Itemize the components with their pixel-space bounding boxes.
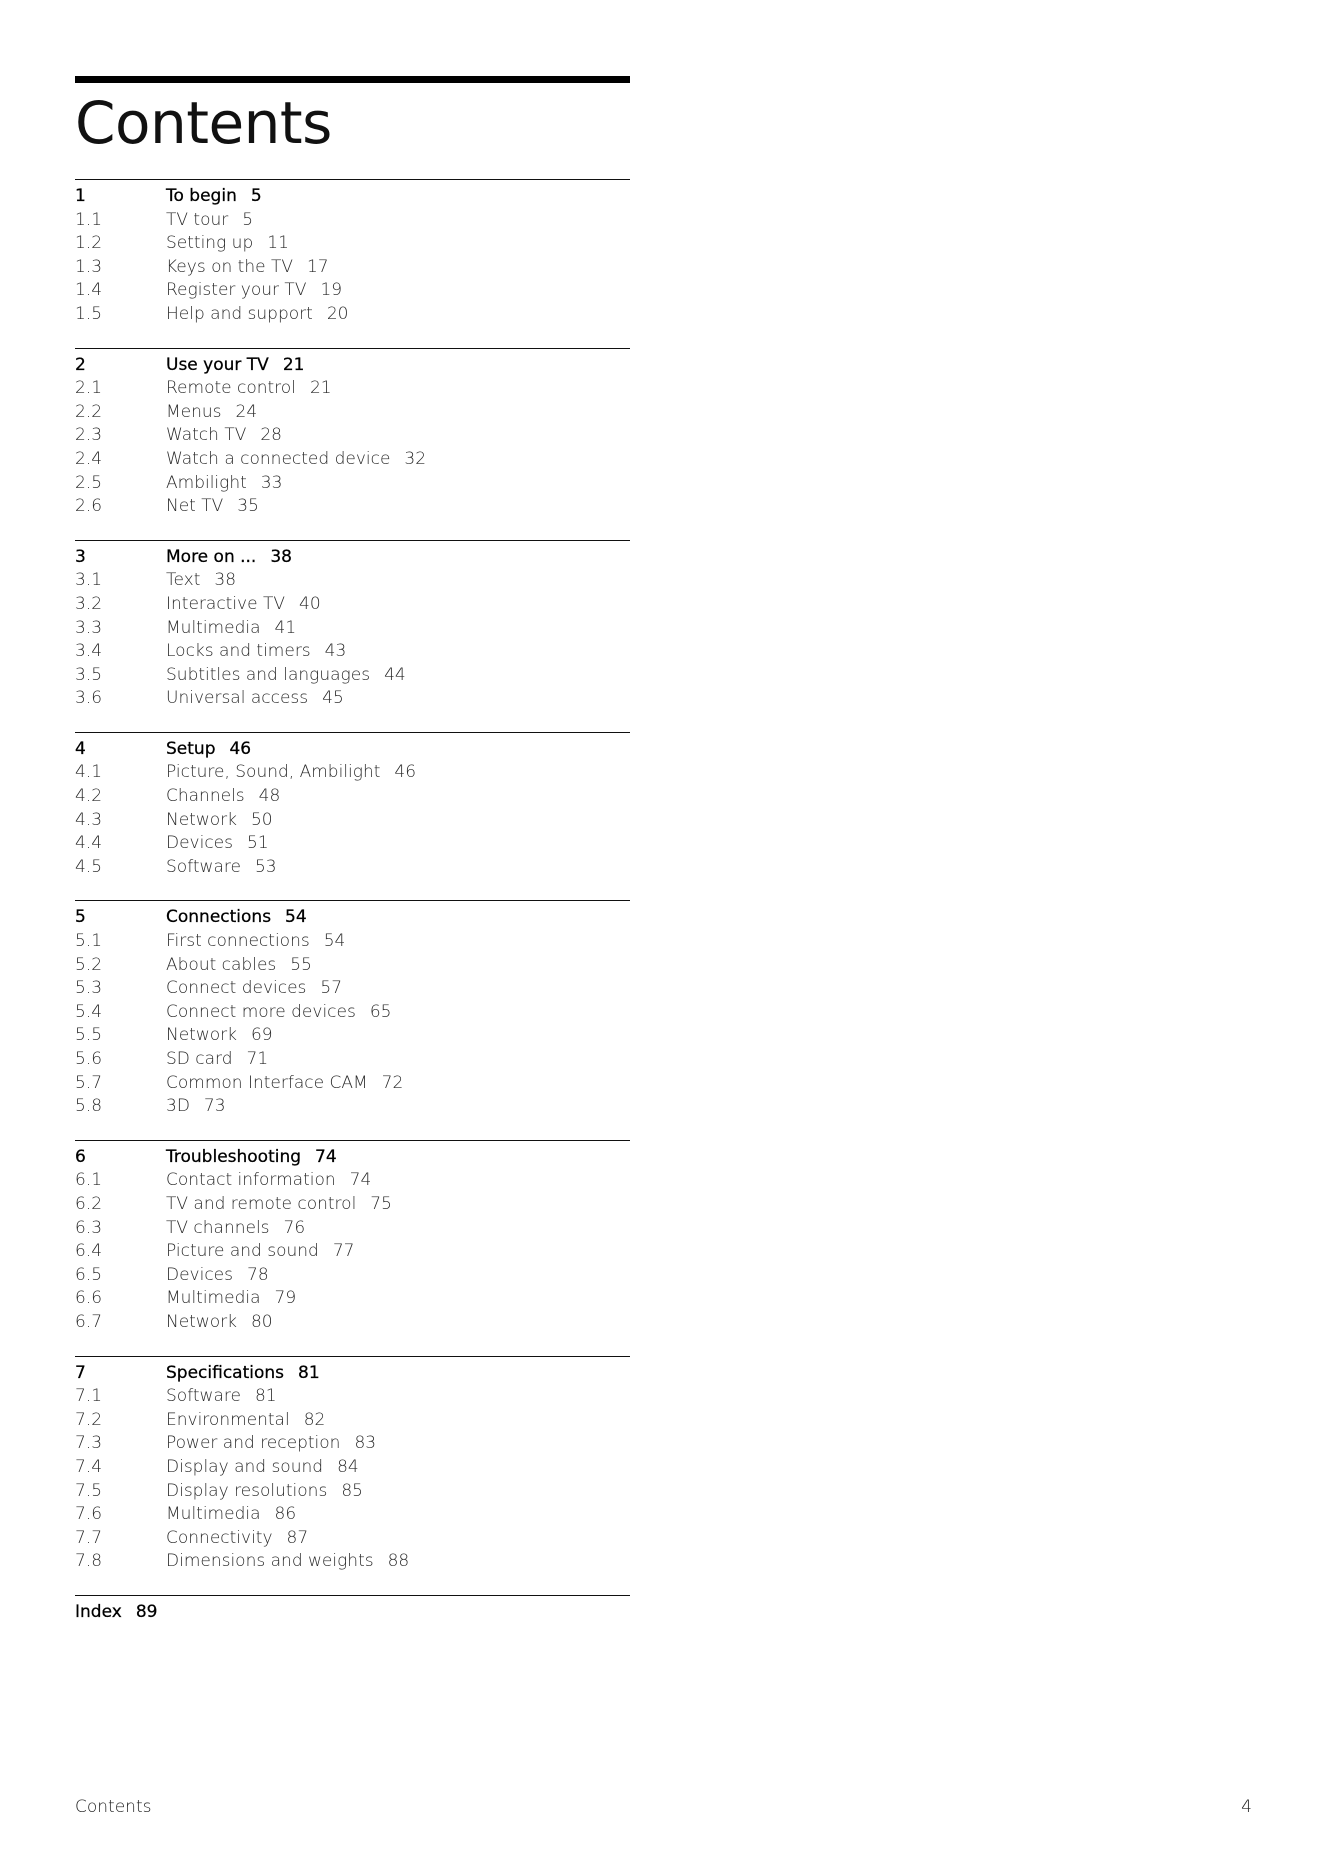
toc-subsection-title: First connections xyxy=(166,931,310,952)
toc-subsection-entry[interactable] xyxy=(75,1024,630,1048)
toc-subsection-page: 41 xyxy=(274,617,297,638)
toc-section xyxy=(75,1356,630,1574)
toc-index-page: 89 xyxy=(135,1601,158,1622)
toc-subsection-number: 6.1 xyxy=(75,1170,103,1191)
toc-subsection-number: 5.4 xyxy=(75,1001,103,1022)
toc-chapter-page: 46 xyxy=(229,738,252,759)
toc-subsection-entry[interactable] xyxy=(75,232,630,256)
toc-subsection-page: 21 xyxy=(309,378,332,399)
toc-subsection-entry[interactable] xyxy=(75,1409,630,1433)
toc-chapter-title: Setup xyxy=(166,738,216,759)
toc-subsection-number: 6.4 xyxy=(75,1241,103,1262)
toc-subsection-entry[interactable] xyxy=(75,593,630,617)
toc-subsection-entry[interactable] xyxy=(75,1264,630,1288)
toc-subsection-entry[interactable] xyxy=(75,495,630,519)
toc-subsection-number: 4.3 xyxy=(75,809,103,830)
toc-subsection-page: 32 xyxy=(404,448,427,469)
toc-subsection-entry[interactable] xyxy=(75,856,630,880)
toc-chapter-page: 5 xyxy=(250,186,262,206)
toc-subsection-entry[interactable] xyxy=(75,1456,630,1480)
toc-subsection-page: 76 xyxy=(283,1217,306,1238)
toc-chapter-number: 2 xyxy=(75,354,86,375)
toc-subsection-page: 69 xyxy=(250,1025,273,1046)
toc-subsection-page: 72 xyxy=(381,1072,404,1093)
toc-subsection-page: 38 xyxy=(214,570,237,591)
toc-subsection-entry[interactable] xyxy=(75,809,630,833)
toc-section xyxy=(75,732,630,880)
toc-subsection-entry[interactable] xyxy=(75,377,630,401)
toc-subsection-number: 4.2 xyxy=(75,786,103,807)
toc-index-section xyxy=(75,1595,630,1625)
toc-subsection-title: Common Interface CAM xyxy=(166,1072,368,1093)
toc-subsection-page: 28 xyxy=(260,425,282,446)
toc-subsection-number: 3.2 xyxy=(75,593,103,614)
toc-subsection-title: Multimedia xyxy=(166,1288,261,1309)
toc-chapter-page: 74 xyxy=(315,1146,337,1167)
toc-subsection-title: Multimedia xyxy=(166,1504,261,1525)
toc-subsection-entry[interactable] xyxy=(75,569,630,593)
toc-subsection-number: 6.6 xyxy=(75,1288,103,1309)
toc-subsection-number: 3.1 xyxy=(75,570,103,591)
toc-subsection-number: 5.7 xyxy=(75,1072,103,1093)
toc-subsection-number: 7.8 xyxy=(75,1551,103,1572)
toc-subsection-number: 3.3 xyxy=(75,617,103,638)
toc-subsection-page: 20 xyxy=(326,303,349,324)
toc-subsection-page: 88 xyxy=(387,1551,410,1572)
toc-subsection-title: Picture and sound xyxy=(166,1241,319,1262)
toc-subsection-title: Interactive TV xyxy=(166,593,285,614)
toc-subsection-page: 77 xyxy=(332,1241,355,1262)
toc-chapter-number: 4 xyxy=(75,738,86,759)
toc-subsection-entry[interactable] xyxy=(75,1001,630,1025)
toc-subsection-number: 7.4 xyxy=(75,1456,103,1477)
toc-subsection-number: 5.2 xyxy=(75,954,103,975)
toc-subsection-title: Universal access xyxy=(166,688,309,709)
toc-subsection-number: 1.4 xyxy=(75,280,103,301)
toc-subsection-entry[interactable] xyxy=(75,1072,630,1096)
toc-subsection-entry[interactable] xyxy=(75,303,630,327)
toc-chapter-title: To begin xyxy=(166,186,237,206)
toc-chapter-entry[interactable] xyxy=(75,906,630,930)
toc-subsection-title: Subtitles and languages xyxy=(166,664,371,685)
toc-subsection-number: 4.4 xyxy=(75,833,103,854)
toc-subsection-entry[interactable] xyxy=(75,785,630,809)
toc-subsection-page: 85 xyxy=(341,1480,363,1501)
toc-section xyxy=(75,179,630,327)
toc-subsection-title: Network xyxy=(166,1025,237,1046)
toc-subsection-title: Help and support xyxy=(166,303,313,324)
toc-chapter-entry[interactable] xyxy=(75,546,630,570)
toc-subsection-number: 5.6 xyxy=(75,1049,103,1069)
toc-chapter-number: 7 xyxy=(75,1362,86,1383)
toc-subsection-page: 24 xyxy=(235,401,258,422)
toc-subsection-page: 87 xyxy=(286,1527,309,1548)
toc-subsection-entry[interactable] xyxy=(75,687,630,711)
toc-subsection-entry[interactable] xyxy=(75,1095,630,1119)
toc-subsection-title: Connect more devices xyxy=(166,1001,356,1022)
toc-subsection-page: 50 xyxy=(250,809,273,830)
toc-subsection-entry[interactable] xyxy=(75,1287,630,1311)
toc-subsection-title: TV channels xyxy=(166,1217,270,1238)
toc-subsection-page: 53 xyxy=(254,856,277,877)
page-title: Contents xyxy=(75,89,332,157)
toc-subsection-number: 1.5 xyxy=(75,303,103,324)
toc-subsection-entry[interactable] xyxy=(75,1048,630,1072)
toc-subsection-title: Menus xyxy=(166,401,222,422)
toc-chapter-title: Use your TV xyxy=(166,354,269,375)
toc-subsection-title: Contact information xyxy=(166,1170,336,1191)
toc-subsection-page: 51 xyxy=(247,833,269,854)
toc-subsection-entry[interactable] xyxy=(75,1480,630,1504)
toc-subsection-number: 1.2 xyxy=(75,233,103,254)
toc-chapter-page: 21 xyxy=(282,354,305,375)
toc-subsection-entry[interactable] xyxy=(75,1193,630,1217)
toc-subsection-number: 7.6 xyxy=(75,1504,103,1525)
toc-subsection-title: Connect devices xyxy=(166,978,307,999)
toc-subsection-entry[interactable] xyxy=(75,664,630,688)
toc-subsection-title: 3D xyxy=(166,1096,190,1117)
toc-chapter-page: 38 xyxy=(270,546,292,567)
toc-subsection-entry[interactable] xyxy=(75,1385,630,1409)
toc-subsection-page: 86 xyxy=(274,1504,297,1525)
toc-subsection-title: Network xyxy=(166,809,237,830)
toc-subsection-entry[interactable] xyxy=(75,954,630,978)
toc-subsection-page: 5 xyxy=(242,209,254,230)
toc-subsection-number: 7.2 xyxy=(75,1409,103,1430)
toc-subsection-page: 65 xyxy=(369,1001,392,1022)
toc-subsection-page: 19 xyxy=(320,280,343,301)
toc-subsection-number: 5.8 xyxy=(75,1096,103,1117)
toc-subsection-entry[interactable] xyxy=(75,832,630,856)
toc-subsection-entry[interactable] xyxy=(75,279,630,303)
toc-subsection-page: 80 xyxy=(250,1311,273,1332)
toc-subsection-title: SD card xyxy=(166,1049,233,1069)
toc-subsection-number: 5.5 xyxy=(75,1025,103,1046)
toc-subsection-number: 6.7 xyxy=(75,1311,103,1332)
toc-subsection-page: 17 xyxy=(306,256,329,277)
toc-subsection-page: 33 xyxy=(260,472,283,493)
toc-subsection-number: 1.1 xyxy=(75,209,103,230)
toc-subsection-page: 57 xyxy=(320,978,343,999)
toc-subsection-entry[interactable] xyxy=(75,1550,630,1574)
toc-subsection-number: 6.2 xyxy=(75,1193,103,1214)
toc-subsection-title: Net TV xyxy=(166,496,224,517)
toc-subsection-entry[interactable] xyxy=(75,424,630,448)
toc-subsection-page: 45 xyxy=(322,688,344,709)
toc-chapter-page: 81 xyxy=(298,1362,320,1383)
toc-subsection-title: About cables xyxy=(166,954,277,975)
toc-chapter-entry[interactable] xyxy=(75,1362,630,1386)
toc-subsection-number: 3.6 xyxy=(75,688,103,709)
toc-section xyxy=(75,348,630,519)
toc-subsection-number: 1.3 xyxy=(75,256,103,277)
toc-subsection-title: Register your TV xyxy=(166,280,307,301)
toc-subsection-title: Picture, Sound, Ambilight xyxy=(166,762,381,783)
page-footer xyxy=(75,1797,1252,1817)
toc-subsection-page: 74 xyxy=(349,1170,372,1191)
toc-chapter-title: Connections xyxy=(166,907,272,928)
toc-subsection-number: 2.4 xyxy=(75,448,103,469)
toc-subsection-entry[interactable] xyxy=(75,1240,630,1264)
toc-subsection-page: 73 xyxy=(203,1096,226,1117)
toc-subsection-number: 3.4 xyxy=(75,641,103,662)
toc-subsection-entry[interactable] xyxy=(75,256,630,280)
toc-subsection-number: 5.3 xyxy=(75,978,103,999)
toc-subsection-page: 55 xyxy=(290,954,312,975)
toc-subsection-number: 2.2 xyxy=(75,401,103,422)
toc-subsection-number: 3.5 xyxy=(75,664,103,685)
toc-subsection-title: TV tour xyxy=(166,209,229,230)
toc-subsection-page: 75 xyxy=(370,1193,392,1214)
toc-subsection-entry[interactable] xyxy=(75,1217,630,1241)
toc-section xyxy=(75,900,630,1118)
toc-subsection-entry[interactable] xyxy=(75,1311,630,1335)
toc-subsection-title: Ambilight xyxy=(166,472,247,493)
toc-chapter-entry[interactable] xyxy=(75,185,630,209)
toc-subsection-page: 84 xyxy=(337,1456,359,1477)
toc-subsection-title: Display and sound xyxy=(166,1456,324,1477)
toc-subsection-entry[interactable] xyxy=(75,977,630,1001)
footer-label: Contents xyxy=(75,1797,152,1817)
toc-subsection-title: Watch a connected device xyxy=(166,448,391,469)
toc-subsection-page: 48 xyxy=(258,786,281,807)
toc-subsection-title: Dimensions and weights xyxy=(166,1551,374,1572)
toc-subsection-title: Watch TV xyxy=(166,425,247,446)
toc-subsection-number: 2.1 xyxy=(75,378,103,399)
toc-subsection-title: Display resolutions xyxy=(166,1480,328,1501)
toc-subsection-entry[interactable] xyxy=(75,930,630,954)
toc-subsection-title: TV and remote control xyxy=(166,1193,357,1214)
toc-subsection-number: 4.1 xyxy=(75,762,103,783)
toc-subsection-page: 54 xyxy=(323,931,346,952)
toc-chapter-title: Troubleshooting xyxy=(166,1146,302,1167)
toc-subsection-title: Power and reception xyxy=(166,1433,341,1454)
toc-subsection-title: Devices xyxy=(166,1264,233,1285)
toc-subsection-title: Channels xyxy=(166,786,245,807)
toc-index-entry[interactable] xyxy=(75,1601,630,1625)
toc-subsection-entry[interactable] xyxy=(75,472,630,496)
toc-subsection-title: Software xyxy=(166,1386,241,1407)
toc-chapter-entry[interactable] xyxy=(75,738,630,762)
toc-subsection-entry[interactable] xyxy=(75,1527,630,1551)
toc-chapter-number: 3 xyxy=(75,546,86,567)
toc-subsection-title: Software xyxy=(166,856,241,877)
toc-subsection-number: 2.5 xyxy=(75,472,103,493)
toc-subsection-page: 44 xyxy=(384,664,406,685)
table-of-contents xyxy=(75,76,630,1645)
toc-subsection-page: 11 xyxy=(267,233,289,254)
toc-subsection-entry[interactable] xyxy=(75,1169,630,1193)
toc-subsection-page: 43 xyxy=(324,641,347,662)
toc-chapter-number: 6 xyxy=(75,1146,86,1167)
toc-chapter-page: 54 xyxy=(285,907,307,928)
toc-subsection-page: 79 xyxy=(274,1288,297,1309)
toc-subsection-page: 71 xyxy=(246,1049,269,1069)
toc-subsection-page: 46 xyxy=(394,762,417,783)
toc-chapter-title: More on ... xyxy=(166,546,257,567)
toc-subsection-page: 35 xyxy=(237,496,259,517)
toc-subsection-number: 6.5 xyxy=(75,1264,103,1285)
toc-subsection-number: 7.5 xyxy=(75,1480,103,1501)
toc-section xyxy=(75,540,630,711)
title-rule xyxy=(75,76,630,83)
toc-subsection-entry[interactable] xyxy=(75,209,630,233)
toc-subsection-number: 2.6 xyxy=(75,496,103,517)
toc-subsection-title: Keys on the TV xyxy=(166,256,293,277)
toc-subsection-page: 78 xyxy=(247,1264,269,1285)
toc-chapter-title: Specifications xyxy=(166,1362,285,1383)
toc-subsection-page: 40 xyxy=(299,593,321,614)
toc-subsection-entry[interactable] xyxy=(75,761,630,785)
toc-subsection-title: Remote control xyxy=(166,378,296,399)
toc-subsection-title: Multimedia xyxy=(166,617,261,638)
toc-subsection-entry[interactable] xyxy=(75,1432,630,1456)
toc-subsection-page: 82 xyxy=(303,1409,326,1430)
toc-subsection-number: 7.3 xyxy=(75,1433,103,1454)
toc-subsection-number: 4.5 xyxy=(75,856,103,877)
toc-subsection-number: 2.3 xyxy=(75,425,103,446)
toc-subsection-title: Setting up xyxy=(166,233,254,254)
toc-sections xyxy=(75,179,630,1574)
toc-subsection-entry[interactable] xyxy=(75,617,630,641)
toc-subsection-page: 81 xyxy=(254,1386,277,1407)
toc-subsection-title: Text xyxy=(166,570,201,591)
toc-subsection-entry[interactable] xyxy=(75,401,630,425)
toc-subsection-entry[interactable] xyxy=(75,640,630,664)
toc-chapter-entry[interactable] xyxy=(75,354,630,378)
toc-subsection-entry[interactable] xyxy=(75,1503,630,1527)
toc-subsection-title: Connectivity xyxy=(166,1527,273,1548)
toc-subsection-title: Locks and timers xyxy=(166,641,311,662)
toc-subsection-title: Devices xyxy=(166,833,233,854)
toc-section xyxy=(75,1140,630,1335)
toc-subsection-entry[interactable] xyxy=(75,448,630,472)
toc-subsection-number: 7.7 xyxy=(75,1527,103,1548)
toc-chapter-number: 5 xyxy=(75,907,86,928)
toc-subsection-title: Network xyxy=(166,1311,237,1332)
toc-subsection-page: 83 xyxy=(354,1433,377,1454)
toc-subsection-number: 6.3 xyxy=(75,1217,103,1238)
toc-subsection-number: 7.1 xyxy=(75,1386,103,1407)
toc-subsection-title: Environmental xyxy=(166,1409,290,1430)
toc-chapter-entry[interactable] xyxy=(75,1146,630,1170)
toc-chapter-number: 1 xyxy=(75,186,86,206)
toc-subsection-number: 5.1 xyxy=(75,931,103,952)
footer-page-number: 4 xyxy=(1241,1797,1252,1817)
toc-index-title: Index xyxy=(75,1601,122,1622)
